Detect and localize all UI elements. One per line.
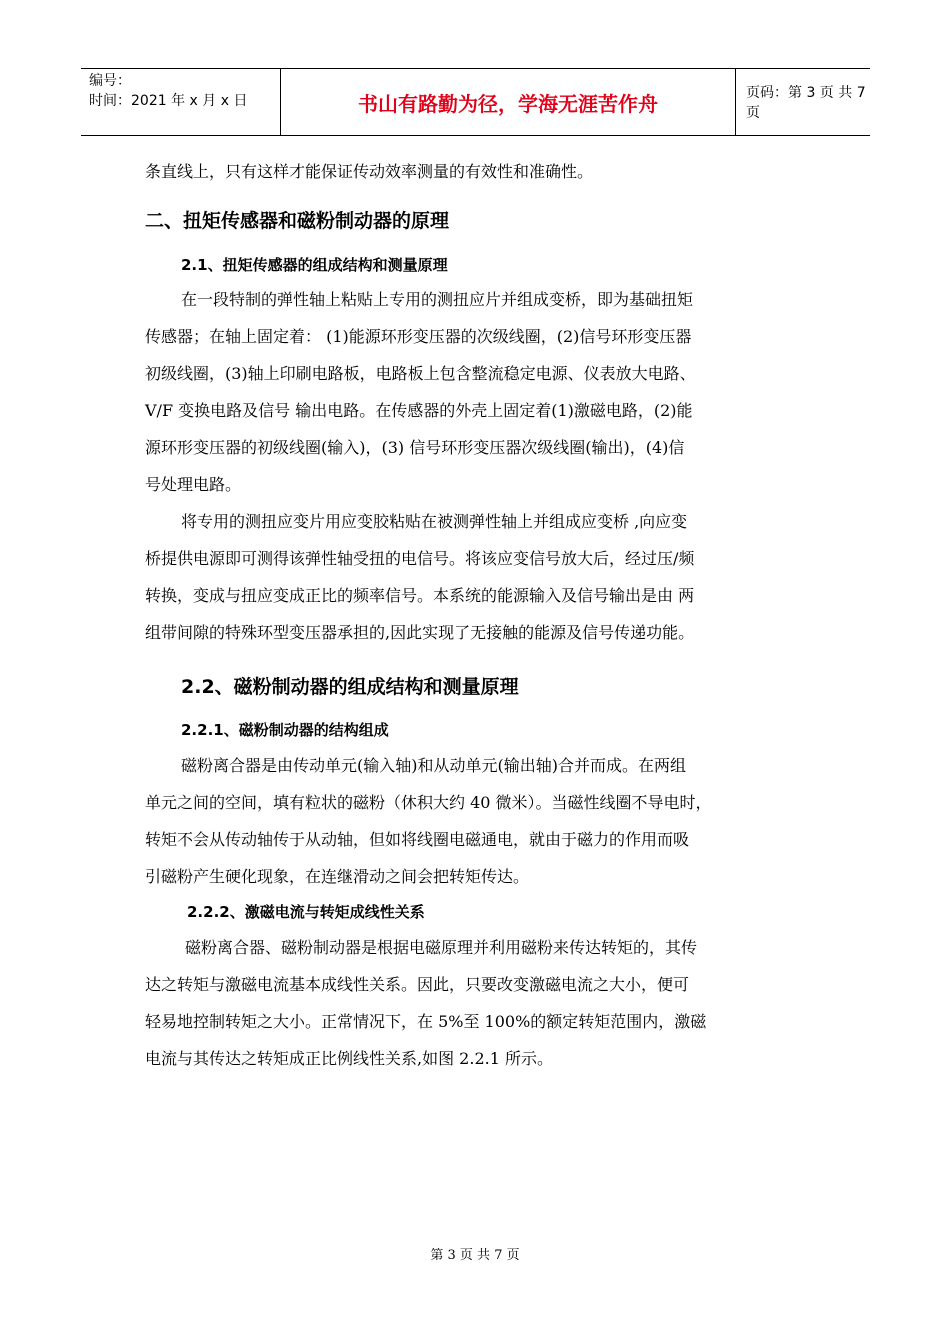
header-meta-cell	[81, 69, 281, 135]
paragraph-line: 在一段特制的弹性轴上粘贴上专用的测扭应片并组成变桥，即为基础扭矩	[181, 290, 694, 309]
header-page-cell	[736, 69, 870, 135]
paragraph-line: 电流与其传达之转矩成正比例线性关系,如图 2.2.1 所示。	[145, 1049, 553, 1068]
paragraph-powder-clutch-structure	[145, 747, 817, 895]
motto-text: 书山有路勤为径，学海无涯苦作舟	[358, 91, 658, 116]
paragraph-line: 号处理电路。	[145, 475, 242, 494]
subsection-heading-2-1: 2.1、扭矩传感器的组成结构和测量原理	[181, 256, 448, 274]
paragraph-line: 达之转矩与激磁电流基本成线性关系。因此，只要改变激磁电流之大小，便可	[145, 975, 690, 994]
header-table	[81, 68, 870, 136]
paragraph-line: 磁粉离合器是由传动单元(输入轴)和从动单元(输出轴)合并而成。在两组	[181, 756, 686, 775]
paragraph-excitation-current	[145, 929, 817, 1077]
paragraph-line: V/F 变换电路及信号 输出电路。在传感器的外壳上固定着(1)激磁电路，(2)能	[145, 401, 693, 420]
paragraph-line: 引磁粉产生硬化现象，在连继滑动之间会把转矩传达。	[145, 867, 530, 886]
page-footer	[0, 1244, 950, 1263]
subsection-heading-2-2: 2.2、磁粉制动器的组成结构和测量原理	[181, 676, 519, 698]
paragraph-line: 传感器；在轴上固定着： (1)能源环形变压器的次级线圈，(2)信号环形变压器	[145, 327, 692, 346]
page-info: 页码：第 3 页 共 7 页	[746, 85, 866, 121]
paragraph-line: 将专用的测扭应变片用应变胶粘贴在被测弹性轴上并组成应变桥 ,向应变	[181, 512, 688, 531]
section-heading-2: 二、扭矩传感器和磁粉制动器的原理	[145, 210, 450, 232]
paragraph-line: 轻易地控制转矩之大小。正常情况下，在 5%至 100%的额定转矩范围内，激磁	[145, 1012, 707, 1031]
subsection-heading-2-2-2: 2.2.2、激磁电流与转矩成线性关系	[187, 903, 425, 921]
time-label: 时间：2021 年 x 月 x 日	[89, 93, 248, 109]
document-body	[145, 153, 817, 1077]
footer-page-number: 第 3 页 共 7 页	[430, 1248, 520, 1263]
continuation-paragraph: 条直线上，只有这样才能保证传动效率测量的有效性和准确性。	[145, 162, 594, 181]
paragraph-line: 转矩不会从传动轴传于从动轴，但如将线圈电磁通电，就由于磁力的作用而吸	[145, 830, 690, 849]
paragraph-line: 单元之间的空间，填有粒状的磁粉（休积大约 40 微米）。当磁性线圈不导电时，	[145, 793, 712, 812]
header-motto-cell	[281, 69, 736, 135]
paragraph-line: 源环形变压器的初级线圈(输入)，(3) 信号环形变压器次级线圈(输出)，(4)信	[145, 438, 685, 457]
paragraph-line: 初级线圈，(3)轴上印刷电路板，电路板上包含整流稳定电源、仪表放大电路、	[145, 364, 696, 383]
paragraph-line: 组带间隙的特殊环型变压器承担的,因此实现了无接触的能源及信号传递功能。	[145, 623, 695, 642]
paragraph-line: 磁粉离合器、磁粉制动器是根据电磁原理并利用磁粉来传达转矩的，其传	[185, 938, 698, 957]
paragraph-line: 桥提供电源即可测得该弹性轴受扭的电信号。将该应变信号放大后，经过压/频	[145, 549, 695, 568]
paragraph-strain-bridge	[145, 503, 817, 651]
paragraph-torque-sensor-structure	[145, 281, 817, 503]
code-label: 编号：	[89, 73, 131, 89]
subsection-heading-2-2-1: 2.2.1、磁粉制动器的结构组成	[181, 721, 389, 739]
paragraph-line: 转换，变成与扭应变成正比的频率信号。本系统的能源输入及信号输出是由 两	[145, 586, 695, 605]
